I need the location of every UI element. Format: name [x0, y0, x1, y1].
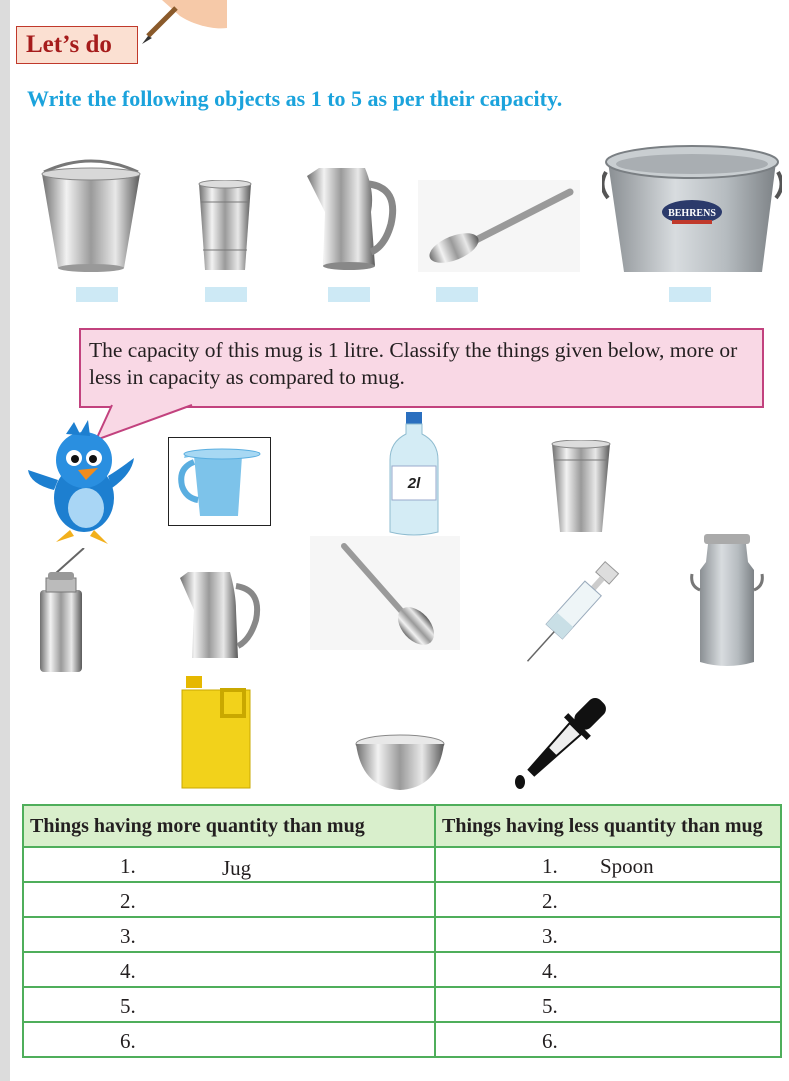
cell-more[interactable]: 1. Jug — [23, 847, 435, 882]
answer-box-glass[interactable] — [205, 287, 247, 302]
cell-less[interactable]: 2. — [435, 882, 781, 917]
table-row — [23, 1022, 781, 1057]
bucket-icon — [36, 158, 146, 276]
steel-glass-icon — [197, 180, 253, 274]
oil-can-icon — [178, 676, 254, 792]
cell-less[interactable]: 3. — [435, 917, 781, 952]
page-edge — [0, 0, 10, 1081]
bird-icon — [26, 420, 136, 546]
speech-bubble: The capacity of this mug is 1 litre. Classify the things given below, more or less in capacity as compared to mug. — [79, 328, 764, 408]
cell-more[interactable]: 6. — [23, 1022, 435, 1057]
answer-box-tub[interactable] — [669, 287, 711, 302]
tub-icon — [602, 142, 782, 278]
cell-more[interactable]: 5. — [23, 987, 435, 1022]
instruction-text: Write the following objects as 1 to 5 as per their capacity. — [27, 86, 563, 111]
bottle-capacity-label: 2l — [407, 475, 421, 492]
header-more-than-mug: Things having more quantity than mug — [23, 805, 435, 847]
mug-icon — [178, 446, 264, 520]
milk-can-large-icon — [690, 534, 764, 674]
spoon-icon — [418, 180, 580, 272]
bowl-icon — [354, 734, 446, 794]
table-row — [23, 882, 781, 917]
table-row — [23, 987, 781, 1022]
steel-glass-icon — [550, 440, 612, 536]
answer-box-jug[interactable] — [328, 287, 370, 302]
answer-box-spoon[interactable] — [436, 287, 478, 302]
answer-box-bucket[interactable] — [76, 287, 118, 302]
steel-jug-icon — [305, 162, 399, 274]
syringe-icon — [518, 552, 624, 674]
table-row — [23, 952, 781, 987]
tub-brand-label: BEHRENS — [668, 208, 716, 219]
cell-more[interactable]: 2. — [23, 882, 435, 917]
classification-table — [22, 804, 782, 1058]
cell-less[interactable]: 4. — [435, 952, 781, 987]
lets-do-title: Let’s do — [16, 26, 138, 64]
spoon-icon — [310, 536, 460, 650]
cell-more[interactable]: 3. — [23, 917, 435, 952]
cell-less[interactable]: 6. — [435, 1022, 781, 1057]
dropper-icon — [508, 696, 620, 796]
table-row — [23, 847, 781, 882]
water-bottle-icon — [388, 412, 440, 538]
header-less-than-mug: Things having less quantity than mug — [435, 805, 781, 847]
cell-more[interactable]: 4. — [23, 952, 435, 987]
cell-less[interactable]: 1. Spoon — [435, 847, 781, 882]
hand-pencil-icon — [132, 0, 228, 48]
table-row — [23, 917, 781, 952]
cell-less[interactable]: 5. — [435, 987, 781, 1022]
milk-can-small-icon — [36, 548, 86, 674]
steel-jug-icon — [178, 566, 262, 662]
